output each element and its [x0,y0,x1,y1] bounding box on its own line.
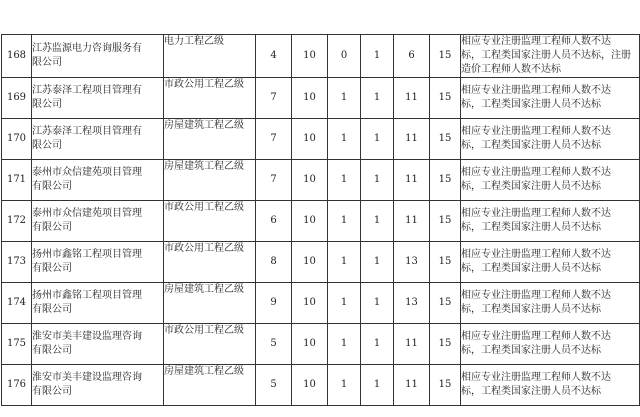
deficiency-note-cell [461,201,640,242]
deficiency-note-line: 造价工程师人数不达标 [461,64,561,75]
company-name-line: 扬州市鑫铭工程项目管理 [32,249,142,260]
row-number-cell: 169 [2,78,32,119]
count-cell-n4: 1 [361,35,394,78]
company-name-line: 江苏监源电力咨询服务有 [32,43,142,54]
deficiency-note-cell [461,78,640,119]
count-cell-n1: 8 [256,242,292,283]
count-cell-n5: 11 [394,119,430,160]
count-cell-n3: 1 [328,201,361,242]
table-row [2,283,640,324]
table-row [2,201,640,242]
count-cell-n5: 11 [394,78,430,119]
count-cell-n3: 1 [328,283,361,324]
deficiency-note-line: 标，工程类国家注册人员不达标 [461,386,601,397]
deficiency-note-line: 标，工程类国家注册人员不达标 [461,99,601,110]
count-cell-n1: 9 [256,283,292,324]
deficiency-note-line: 相应专业注册监理工程师人数不达 [461,85,611,96]
count-cell-n4: 1 [361,201,394,242]
count-cell-n5: 11 [394,160,430,201]
row-number-cell: 172 [2,201,32,242]
deficiency-note-line: 标，工程类国家注册人员不达标 [461,263,601,274]
company-name-line: 限公司 [32,57,62,68]
count-cell-n5: 11 [394,201,430,242]
count-cell-n1: 4 [256,35,292,78]
deficiency-note-line: 标，工程类国家注册人员不达标 [461,181,601,192]
deficiency-note-cell [461,35,640,78]
row-number-cell: 171 [2,160,32,201]
table-row [2,324,640,365]
count-cell-n3: 1 [328,324,361,365]
company-name-line: 泰州市众信建苑项目管理 [32,167,142,178]
deficiency-note-line: 相应专业注册监理工程师人数不达 [461,249,611,260]
count-cell-n6: 15 [430,201,461,242]
count-cell-n5: 11 [394,365,430,406]
count-cell-n6: 15 [430,365,461,406]
count-cell-n2: 10 [292,201,328,242]
deficiency-note-cell [461,160,640,201]
table-row [2,78,640,119]
count-cell-n1: 5 [256,324,292,365]
deficiency-note-line: 标，工程类国家注册人员不达标 [461,345,601,356]
company-name-cell [32,201,164,242]
deficiency-note-cell [461,119,640,160]
count-cell-n6: 15 [430,160,461,201]
count-cell-n4: 1 [361,119,394,160]
company-name-cell [32,242,164,283]
row-number-cell: 173 [2,242,32,283]
count-cell-n3: 1 [328,365,361,406]
qualification-cell: 电力工程乙级 [164,35,256,78]
deficiency-note-line: 相应专业注册监理工程师人数不达 [461,372,611,383]
deficiency-note-line: 相应专业注册监理工程师人数不达 [461,36,611,47]
qualification-cell: 市政公用工程乙级 [164,78,256,119]
company-name-line: 有限公司 [32,304,72,315]
company-name-cell [32,78,164,119]
qualification-cell: 房屋建筑工程乙级 [164,160,256,201]
qualification-cell: 房屋建筑工程乙级 [164,119,256,160]
company-name-line: 泰州市众信建苑项目管理 [32,208,142,219]
qualification-cell: 市政公用工程乙级 [164,324,256,365]
company-name-line: 江苏泰泽工程项目管理有 [32,126,142,137]
count-cell-n2: 10 [292,160,328,201]
deficiency-note-line: 标，工程类国家注册人员不达标 [461,222,601,233]
row-number-cell: 174 [2,283,32,324]
company-name-cell [32,119,164,160]
company-name-line: 有限公司 [32,222,72,233]
deficiency-note-line: 标，工程类国家注册人员不达标 [461,304,601,315]
deficiency-note-line: 标，工程类国家注册人员不达标，注册 [461,50,631,61]
count-cell-n2: 10 [292,35,328,78]
table-row [2,35,640,78]
count-cell-n4: 1 [361,324,394,365]
count-cell-n3: 0 [328,35,361,78]
count-cell-n2: 10 [292,365,328,406]
count-cell-n5: 11 [394,324,430,365]
deficiency-note-line: 相应专业注册监理工程师人数不达 [461,208,611,219]
count-cell-n6: 15 [430,119,461,160]
count-cell-n2: 10 [292,78,328,119]
table-row [2,365,640,406]
count-cell-n1: 5 [256,365,292,406]
count-cell-n6: 15 [430,242,461,283]
count-cell-n6: 15 [430,283,461,324]
deficiency-note-cell [461,283,640,324]
deficiency-note-line: 相应专业注册监理工程师人数不达 [461,331,611,342]
table-body [2,35,640,406]
company-name-line: 限公司 [32,140,62,151]
company-name-cell [32,365,164,406]
company-name-cell [32,283,164,324]
count-cell-n1: 6 [256,201,292,242]
count-cell-n6: 15 [430,35,461,78]
deficiency-note-cell [461,365,640,406]
company-name-line: 淮安市美丰建设监理咨询 [32,331,142,342]
company-name-line: 有限公司 [32,386,72,397]
count-cell-n2: 10 [292,119,328,160]
company-name-cell [32,324,164,365]
qualification-cell: 房屋建筑工程乙级 [164,365,256,406]
table-row [2,119,640,160]
count-cell-n3: 1 [328,78,361,119]
count-cell-n4: 1 [361,78,394,119]
qualification-table [1,34,640,406]
count-cell-n3: 1 [328,160,361,201]
deficiency-note-line: 相应专业注册监理工程师人数不达 [461,126,611,137]
count-cell-n2: 10 [292,324,328,365]
count-cell-n4: 1 [361,160,394,201]
count-cell-n5: 13 [394,242,430,283]
qualification-cell: 市政公用工程乙级 [164,201,256,242]
company-name-line: 限公司 [32,99,62,110]
row-number-cell: 176 [2,365,32,406]
deficiency-note-line: 相应专业注册监理工程师人数不达 [461,167,611,178]
count-cell-n4: 1 [361,283,394,324]
deficiency-note-cell [461,242,640,283]
count-cell-n1: 7 [256,160,292,201]
company-name-line: 有限公司 [32,345,72,356]
table-row [2,242,640,283]
count-cell-n2: 10 [292,242,328,283]
count-cell-n2: 10 [292,283,328,324]
count-cell-n4: 1 [361,242,394,283]
count-cell-n3: 1 [328,242,361,283]
company-name-cell [32,160,164,201]
count-cell-n1: 7 [256,119,292,160]
deficiency-note-line: 相应专业注册监理工程师人数不达 [461,290,611,301]
row-number-cell: 175 [2,324,32,365]
count-cell-n3: 1 [328,119,361,160]
count-cell-n6: 15 [430,324,461,365]
company-name-line: 有限公司 [32,181,72,192]
count-cell-n6: 15 [430,78,461,119]
count-cell-n5: 6 [394,35,430,78]
qualification-cell: 市政公用工程乙级 [164,242,256,283]
deficiency-note-cell [461,324,640,365]
company-name-line: 淮安市美丰建设监理咨询 [32,372,142,383]
count-cell-n4: 1 [361,365,394,406]
count-cell-n1: 7 [256,78,292,119]
table-row [2,160,640,201]
company-name-cell [32,35,164,78]
company-name-line: 有限公司 [32,263,72,274]
company-name-line: 江苏泰泽工程项目管理有 [32,85,142,96]
qualification-cell: 房屋建筑工程乙级 [164,283,256,324]
deficiency-note-line: 标，工程类国家注册人员不达标 [461,140,601,151]
count-cell-n5: 13 [394,283,430,324]
row-number-cell: 170 [2,119,32,160]
row-number-cell: 168 [2,35,32,78]
company-name-line: 扬州市鑫铭工程项目管理 [32,290,142,301]
